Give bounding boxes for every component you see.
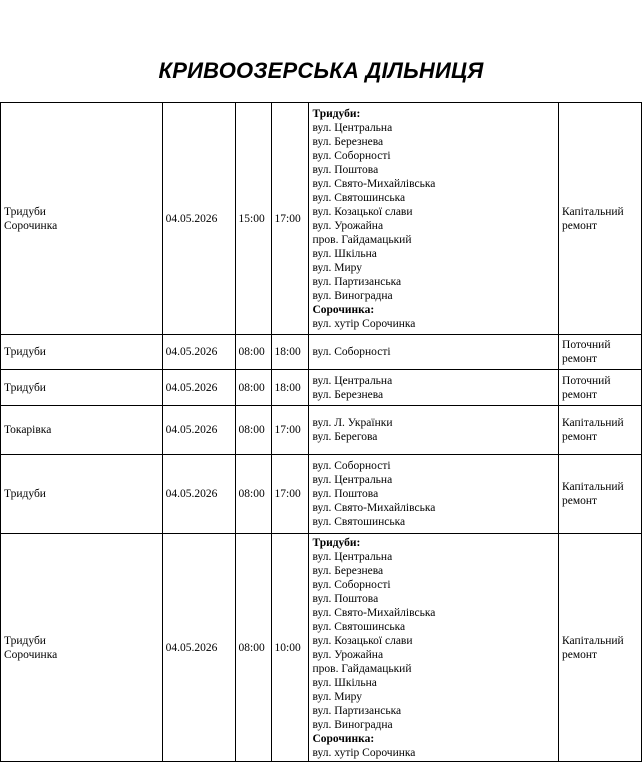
start-time-cell xyxy=(235,370,271,406)
street-name: вул. Виноградна xyxy=(312,718,393,731)
settlements-cell-text: Тридуби xyxy=(4,346,46,358)
settlements-cell xyxy=(1,103,163,335)
table-row xyxy=(1,370,642,406)
settlements-cell-text: Тридуби xyxy=(4,488,46,500)
street-name: вул. Центральна xyxy=(312,121,393,134)
start-time-cell-text: 15:00 xyxy=(238,212,265,225)
work-type-cell xyxy=(559,406,642,455)
settlements-cell-text: Тридуби Сорочинка xyxy=(4,634,58,661)
work-type-cell-text: Капітальний ремонт xyxy=(562,417,624,443)
village-heading: Тридуби: xyxy=(312,107,361,120)
street-name: вул. Партизанська xyxy=(312,275,402,288)
streets-cell xyxy=(309,370,559,406)
page-title: КРИВООЗЕРСЬКА ДІЛЬНИЦЯ xyxy=(158,58,484,83)
work-type-cell xyxy=(559,455,642,534)
street-name: вул. хутір Сорочинка xyxy=(312,746,416,759)
end-time-cell-text: 10:00 xyxy=(274,641,301,654)
end-time-cell xyxy=(271,335,309,370)
street-name: вул. Поштова xyxy=(312,163,379,176)
street-name: вул. Соборності xyxy=(312,578,391,591)
streets-cell xyxy=(309,335,559,370)
street-name: вул. Соборності xyxy=(312,460,391,472)
street-name: вул. Миру xyxy=(312,261,362,274)
settlements-cell-text: Токарівка xyxy=(4,424,52,436)
street-name: вул. Березнева xyxy=(312,135,384,148)
date-cell-text: 04.05.2026 xyxy=(165,488,218,500)
end-time-cell xyxy=(271,103,309,335)
street-name: вул. Козацької слави xyxy=(312,634,413,647)
table-row xyxy=(1,406,642,455)
streets-cell xyxy=(309,534,559,762)
work-type-cell-text: Капітальний ремонт xyxy=(562,481,624,507)
date-cell-text: 04.05.2026 xyxy=(165,381,218,394)
table-body xyxy=(1,103,642,762)
street-name: вул. Центральна xyxy=(312,550,393,563)
work-type-cell-text: Поточний ремонт xyxy=(562,339,611,365)
street-name: вул. Свято-Михайлівська xyxy=(312,606,436,619)
street-name: вул. Святошинська xyxy=(312,620,406,633)
date-cell-text: 04.05.2026 xyxy=(165,641,218,654)
settlements-cell xyxy=(1,455,163,534)
street-name: вул. Берегова xyxy=(312,431,378,443)
village-heading: Сорочинка: xyxy=(312,732,375,745)
end-time-cell xyxy=(271,455,309,534)
street-name: вул. Центральна xyxy=(312,374,393,387)
start-time-cell xyxy=(235,455,271,534)
settlements-cell xyxy=(1,534,163,762)
street-name: вул. Миру xyxy=(312,690,362,703)
end-time-cell-text: 18:00 xyxy=(274,381,301,394)
street-name: пров. Гайдамацький xyxy=(312,662,412,675)
table-row xyxy=(1,335,642,370)
street-name: вул. Березнева xyxy=(312,564,384,577)
village-heading: Сорочинка: xyxy=(312,303,375,316)
street-name: вул. Л. Українки xyxy=(312,417,393,429)
start-time-cell-text: 08:00 xyxy=(238,346,265,358)
start-time-cell-text: 08:00 xyxy=(238,424,265,436)
end-time-cell xyxy=(271,406,309,455)
date-cell-text: 04.05.2026 xyxy=(165,212,218,225)
table-row xyxy=(1,534,642,762)
start-time-cell-text: 08:00 xyxy=(238,641,265,654)
start-time-cell-text: 08:00 xyxy=(238,488,265,500)
date-cell xyxy=(162,370,235,406)
street-name: вул. Урожайна xyxy=(312,648,384,661)
work-type-cell xyxy=(559,370,642,406)
outage-schedule-table xyxy=(0,102,642,762)
settlements-cell xyxy=(1,335,163,370)
street-name: вул. Поштова xyxy=(312,592,379,605)
street-name: вул. Березнева xyxy=(312,388,384,401)
street-name: вул. Свято-Михайлівська xyxy=(312,502,436,514)
work-type-cell xyxy=(559,534,642,762)
street-name: вул. Партизанська xyxy=(312,704,402,717)
date-cell xyxy=(162,534,235,762)
work-type-cell-text: Капітальний ремонт xyxy=(562,634,624,661)
date-cell xyxy=(162,406,235,455)
street-name: вул. хутір Сорочинка xyxy=(312,317,416,330)
end-time-cell-text: 17:00 xyxy=(274,488,301,500)
work-type-cell-text: Капітальний ремонт xyxy=(562,205,624,232)
settlements-cell xyxy=(1,406,163,455)
end-time-cell-text: 17:00 xyxy=(274,424,301,436)
start-time-cell xyxy=(235,534,271,762)
street-name: вул. Шкільна xyxy=(312,247,377,260)
date-cell xyxy=(162,103,235,335)
table-row xyxy=(1,103,642,335)
date-cell-text: 04.05.2026 xyxy=(165,346,218,358)
street-name: вул. Соборності xyxy=(312,346,391,358)
work-type-cell xyxy=(559,103,642,335)
date-cell xyxy=(162,455,235,534)
work-type-cell xyxy=(559,335,642,370)
start-time-cell xyxy=(235,335,271,370)
end-time-cell xyxy=(271,370,309,406)
date-cell xyxy=(162,335,235,370)
streets-cell xyxy=(309,406,559,455)
street-name: вул. Козацької слави xyxy=(312,205,413,218)
table-row xyxy=(1,455,642,534)
settlements-cell-text: Тридуби xyxy=(4,381,46,394)
streets-cell xyxy=(309,103,559,335)
end-time-cell-text: 18:00 xyxy=(274,346,301,358)
date-cell-text: 04.05.2026 xyxy=(165,424,218,436)
street-name: вул. Виноградна xyxy=(312,289,393,302)
streets-cell xyxy=(309,455,559,534)
street-name: вул. Святошинська xyxy=(312,516,406,528)
street-name: вул. Шкільна xyxy=(312,676,377,689)
street-name: вул. Свято-Михайлівська xyxy=(312,177,436,190)
street-name: пров. Гайдамацький xyxy=(312,233,412,246)
end-time-cell-text: 17:00 xyxy=(274,212,301,225)
street-name: вул. Урожайна xyxy=(312,219,384,232)
end-time-cell xyxy=(271,534,309,762)
work-type-cell-text: Поточний ремонт xyxy=(562,374,611,401)
village-heading: Тридуби: xyxy=(312,536,361,549)
start-time-cell xyxy=(235,406,271,455)
settlements-cell xyxy=(1,370,163,406)
street-name: вул. Поштова xyxy=(312,488,379,500)
settlements-cell-text: Тридуби Сорочинка xyxy=(4,205,58,232)
start-time-cell xyxy=(235,103,271,335)
street-name: вул. Святошинська xyxy=(312,191,406,204)
start-time-cell-text: 08:00 xyxy=(238,381,265,394)
street-name: вул. Соборності xyxy=(312,149,391,162)
street-name: вул. Центральна xyxy=(312,474,393,486)
